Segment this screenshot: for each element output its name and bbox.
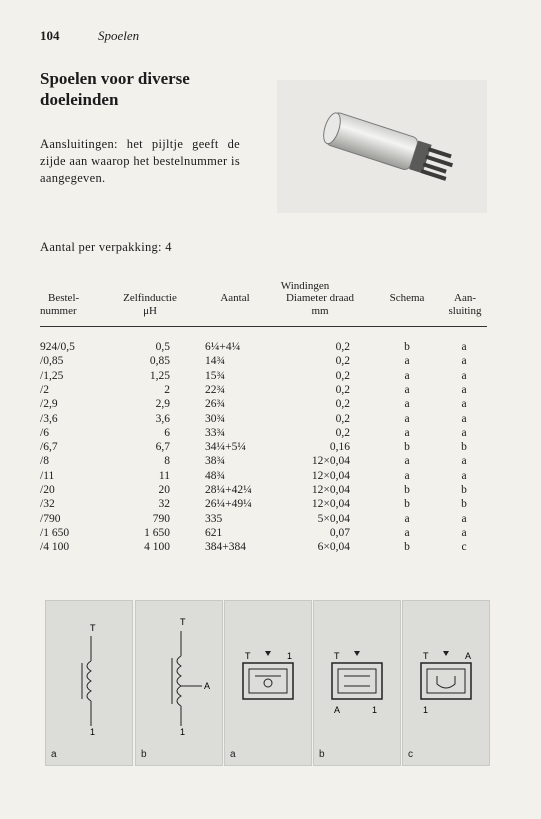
diag4-pin-a: A	[465, 651, 472, 661]
table-cell-s: a	[404, 398, 410, 411]
header-l-line2: μH	[143, 305, 157, 317]
table-cell-nr: /3,6	[40, 412, 58, 425]
header-aan-line1: Aan-	[454, 292, 476, 304]
diag1-tap-label: A	[204, 681, 211, 691]
table-cell-d: 0,2	[335, 398, 350, 411]
table-cell-nr: /6,7	[40, 441, 58, 454]
table-cell-l: 0,85	[149, 355, 170, 368]
table-cell-d: 0,2	[335, 426, 350, 439]
schema-label: b	[319, 749, 325, 760]
schema-panel-a	[45, 600, 133, 766]
diag1-bottom-label: 1	[180, 727, 186, 737]
table-cell-n: 33¾	[205, 426, 226, 439]
table-cell-s: b	[404, 541, 410, 554]
table-cell-a: a	[461, 355, 467, 368]
table-cell-d: 0,2	[335, 355, 350, 368]
table-cell-nr: /0,85	[40, 355, 64, 368]
diag3-pin-1: 1	[372, 705, 378, 715]
page-number: 104	[40, 28, 60, 43]
table-cell-n: 34¼+5¼	[205, 441, 246, 454]
schema-label: a	[230, 749, 236, 760]
table-cell-a: b	[461, 441, 467, 454]
table-cell-n: 38¾	[205, 455, 226, 468]
table-cell-l: 4 100	[144, 541, 170, 554]
table-cell-l: 2	[164, 383, 170, 396]
table-cell-n: 30¾	[205, 412, 226, 425]
table-cell-nr: /1 650	[40, 526, 70, 539]
table-cell-d: 0,2	[335, 383, 350, 396]
header-zelfinductie	[110, 292, 190, 318]
header-nummer-line2: nummer	[40, 305, 77, 317]
table-cell-d: 0,2	[335, 412, 350, 425]
table-cell-d: 0,2	[335, 369, 350, 382]
header-nummer-line1: Bestel-	[48, 292, 80, 304]
table-rule	[40, 326, 487, 327]
table-cell-nr: /32	[40, 498, 55, 511]
table-cell-d: 6×0,04	[317, 541, 350, 554]
table-cell-s: a	[404, 526, 410, 539]
table-cell-n: 14¾	[205, 355, 226, 368]
table-cell-d: 12×0,04	[311, 469, 350, 482]
table-cell-s: a	[404, 412, 410, 425]
table-cell-s: a	[404, 512, 410, 525]
table-cell-a: a	[461, 512, 467, 525]
table-cell-d: 12×0,04	[311, 484, 350, 496]
table-cell-d: 5×0,04	[317, 512, 350, 525]
table-cell-s: a	[404, 455, 410, 468]
table-cell-a: a	[461, 398, 467, 411]
schema-panel-pin-c	[402, 600, 490, 766]
table-cell-s: a	[404, 469, 410, 482]
section-title: Spoelen voor diverse doeleinden	[40, 69, 190, 109]
table-cell-a: b	[461, 498, 467, 511]
table-cell-nr: /8	[40, 455, 49, 468]
table-cell-a: b	[461, 484, 467, 496]
intro-text: Aansluitingen: het pijltje geeft de zijde aan waarop het bestelnummer is aangegeven.	[40, 137, 240, 185]
table-cell-d: 12×0,04	[311, 498, 350, 511]
table-cell-a: a	[461, 341, 467, 353]
table-cell-nr: /2	[40, 383, 49, 396]
table-cell-n: 28¼+42¼	[205, 484, 252, 496]
table-cell-nr: /1,25	[40, 369, 64, 382]
table-cell-a: c	[461, 541, 467, 554]
table-cell-l: 8	[164, 455, 170, 468]
table-cell-nr: /4 100	[40, 541, 70, 554]
header-aan-line2: sluiting	[448, 305, 482, 317]
table-cell-s: b	[404, 441, 410, 454]
header-nummer	[40, 292, 100, 318]
table-cell-l: 790	[152, 512, 170, 525]
table-cell-l: 6	[164, 426, 170, 439]
diag4-pin-t: T	[423, 651, 429, 661]
schema-panel-b	[135, 600, 223, 766]
header-diameter	[268, 292, 372, 318]
table-cell-s: a	[404, 369, 410, 382]
table-cell-n: 26¼+49¼	[205, 498, 252, 511]
table-cell-n: 335	[205, 512, 223, 525]
table-cell-l: 11	[158, 469, 170, 482]
diag1-top-label: T	[180, 617, 186, 627]
table-cell-n: 48¾	[205, 469, 226, 482]
table-cell-a: a	[461, 455, 467, 468]
table-cell-nr: /11	[40, 469, 55, 482]
table-cell-s: a	[404, 355, 410, 368]
table-cell-nr: /6	[40, 426, 49, 439]
table-cell-l: 1,25	[149, 369, 170, 382]
packaging-count: Aantal per verpakking: 4	[40, 240, 172, 254]
diag3-pin-t: T	[334, 651, 340, 661]
windingen-header: Windingen	[280, 280, 330, 292]
diag2-pin-t: T	[245, 651, 251, 661]
header-d-line2: mm	[311, 305, 329, 317]
table-cell-n: 26¾	[205, 398, 226, 411]
table-cell-l: 6,7	[155, 441, 170, 454]
coil-photo	[277, 80, 487, 213]
table-cell-l: 20	[158, 484, 170, 496]
table-cell-nr: /790	[40, 512, 61, 525]
table-cell-n: 621	[205, 526, 223, 539]
diag0-top-label: T	[90, 623, 96, 633]
table-cell-n: 15¾	[205, 369, 226, 382]
schema-label: c	[408, 749, 413, 760]
diag0-bottom-label: 1	[90, 727, 96, 737]
running-head: Spoelen	[98, 28, 140, 43]
diag4-pin-1: 1	[423, 705, 429, 715]
table-cell-n: 384+384	[205, 541, 246, 554]
schema-panel-pin-b	[313, 600, 401, 766]
table-cell-a: a	[461, 383, 467, 396]
header-aantal: Aantal	[220, 292, 250, 304]
table-cell-a: a	[461, 412, 467, 425]
diag3-pin-a: A	[334, 705, 341, 715]
table-cell-a: a	[461, 526, 467, 539]
table-cell-s: b	[404, 341, 410, 353]
table-cell-d: 0,2	[335, 341, 350, 353]
table-cell-l: 2,9	[155, 398, 170, 411]
table-cell-l: 1 650	[144, 526, 170, 539]
table-cell-d: 0,16	[329, 441, 350, 454]
table-cell-n: 6¼+4¼	[205, 341, 241, 353]
table-cell-l: 32	[158, 498, 170, 511]
table-cell-n: 22¾	[205, 383, 226, 396]
table-cell-s: b	[404, 498, 410, 511]
table-cell-a: a	[461, 369, 467, 382]
table-cell-nr: /20	[40, 484, 55, 496]
header-l-line1: Zelfinductie	[123, 292, 177, 304]
schema-panel-pin-a	[224, 600, 312, 766]
schema-label: b	[141, 749, 147, 760]
header-aansluiting	[440, 292, 490, 318]
table-cell-s: a	[404, 383, 410, 396]
schema-label: a	[51, 749, 57, 760]
table-cell-nr: /2,9	[40, 398, 58, 411]
table-cell-s: a	[404, 426, 410, 439]
table-cell-a: a	[461, 469, 467, 482]
table-cell-l: 0,5	[155, 341, 170, 353]
table-cell-d: 12×0,04	[311, 455, 350, 468]
header-d-line1: Diameter draad	[285, 292, 355, 304]
table-cell-nr: 924/0,5	[40, 341, 75, 353]
table-cell-a: a	[461, 426, 467, 439]
diag2-pin-1: 1	[287, 651, 293, 661]
header-schema: Schema	[389, 292, 425, 304]
table-cell-l: 3,6	[155, 412, 170, 425]
table-cell-s: b	[404, 484, 410, 496]
table-cell-d: 0,07	[329, 526, 350, 539]
